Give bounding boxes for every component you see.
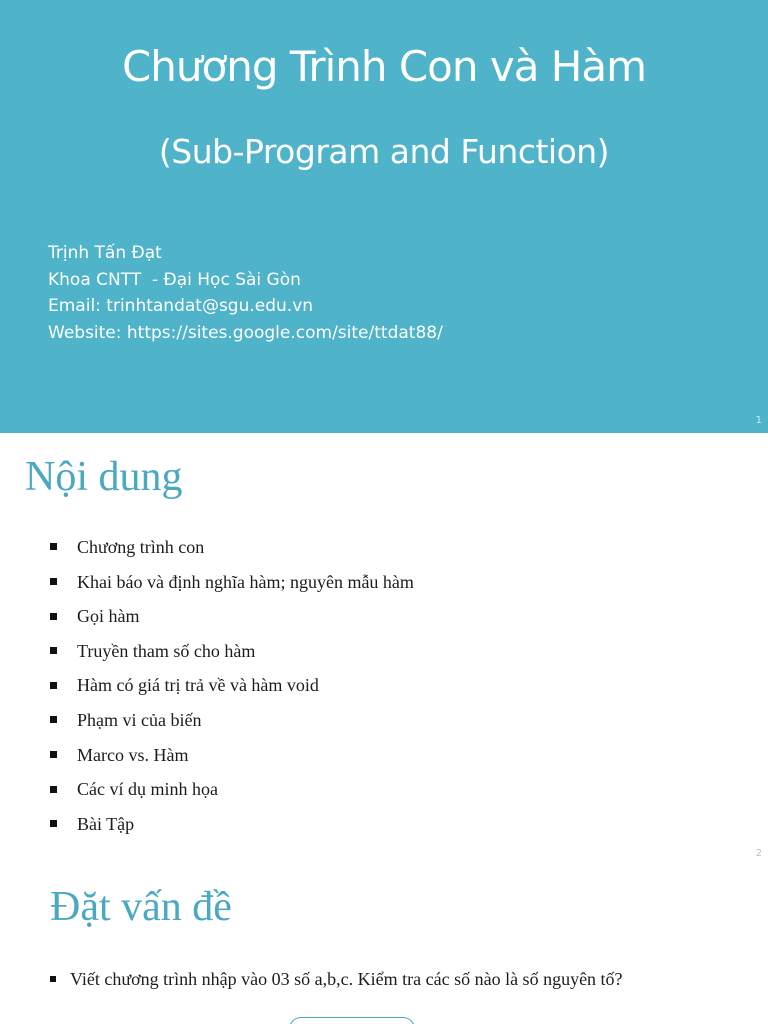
contents-list (50, 530, 414, 841)
square-bullet-icon (50, 647, 57, 654)
square-bullet-icon (50, 976, 56, 982)
problem-heading: Đặt vấn đề (50, 884, 232, 930)
list-item: Phạm vi của biến (50, 703, 414, 738)
author-name: Trịnh Tấn Đạt (48, 243, 162, 263)
list-item: Truyền tham số cho hàm (50, 634, 414, 669)
square-bullet-icon (50, 820, 57, 827)
slide-title-heading: Chương Trình Con và Hàm (121, 42, 647, 91)
author-email: Email: trinhtandat@sgu.edu.vn (48, 296, 314, 316)
list-item: Khai báo và định nghĩa hàm; nguyên mẫu hàm (50, 565, 414, 600)
square-bullet-icon (50, 751, 57, 758)
slide-problem (0, 865, 768, 1024)
author-affiliation: Khoa CNTT - Đại Học Sài Gòn (48, 269, 301, 290)
square-bullet-icon (50, 543, 57, 550)
square-bullet-icon (50, 578, 57, 585)
list-item: Chương trình con (50, 530, 414, 565)
square-bullet-icon (50, 613, 57, 620)
square-bullet-icon (50, 716, 57, 723)
list-item: Các ví dụ minh họa (50, 772, 414, 807)
author-info (48, 240, 443, 346)
list-item: Hàm có giá trị trả về và hàm void (50, 668, 414, 703)
square-bullet-icon (50, 786, 57, 793)
author-website: Website: https://sites.google.com/site/ttdat88/ (48, 322, 443, 343)
list-item: Viết chương trình nhập vào 03 số a,b,c. Kiểm tra các số nào là số nguyên tố? (50, 969, 623, 990)
list-item: Bài Tập (50, 807, 414, 842)
slide-number: 2 (755, 848, 762, 859)
square-bullet-icon (50, 682, 57, 689)
slide-subtitle: (Sub-Program and Function) (158, 132, 610, 171)
slide-contents (0, 433, 768, 865)
list-item: Marco vs. Hàm (50, 738, 414, 773)
slide-title (0, 0, 768, 433)
contents-heading: Nội dung (25, 454, 183, 500)
list-item: Gọi hàm (50, 599, 414, 634)
slide-number: 1 (755, 415, 762, 426)
flowchart-start-shape (289, 1017, 415, 1024)
